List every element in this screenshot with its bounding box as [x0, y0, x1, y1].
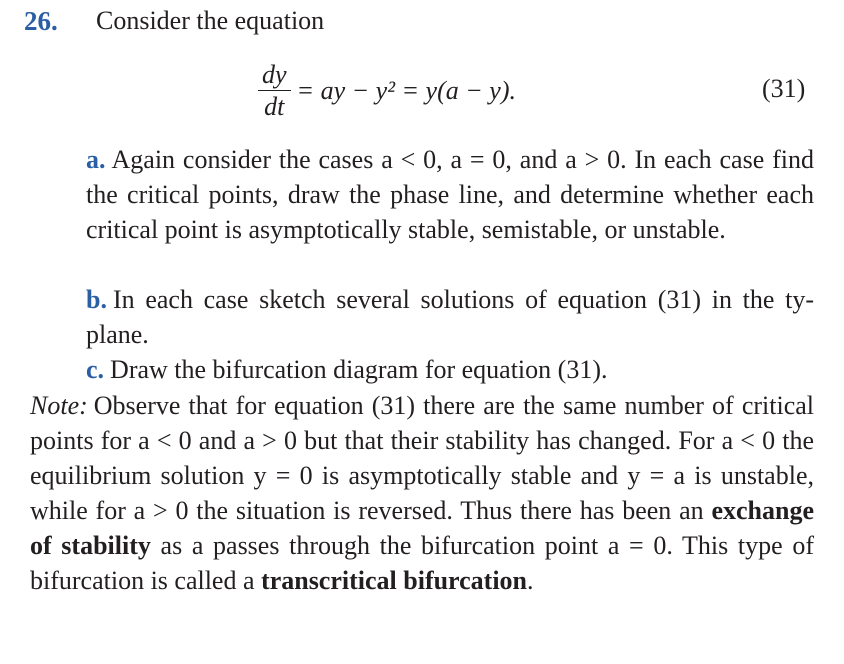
note-paragraph — [30, 388, 814, 598]
part-a-text: Again consider the cases a < 0, a = 0, and a > 0. In each case find the critical points, draw the phase line, and determine whether each critical point is asymptotically stable, semistable, or unstable. — [86, 145, 814, 244]
part-b-label: b. — [86, 285, 107, 314]
part-c — [86, 352, 814, 387]
note-text-1: Observe that for equation (31) there are the same number of critical points for a < 0 and a > 0 but that their stability has changed. For a < 0 the equilibrium solution y = 0 is asymptotically stable and y = a is unstable, while for a > 0 the situation is reversed. Thus there has been an — [30, 391, 814, 525]
note-bold-exchange: exchange of stability — [30, 496, 814, 560]
equation-label: (31) — [762, 74, 806, 103]
part-a-label: a. — [86, 145, 106, 174]
part-c-text: Draw the bifurcation diagram for equation (31). — [110, 355, 608, 384]
fraction-denominator: dt — [264, 91, 285, 121]
equation-rhs: = ay − y² = y(a − y). — [296, 76, 516, 105]
note-end: . — [527, 566, 534, 595]
problem-intro: Consider the equation — [96, 6, 325, 35]
part-a — [86, 142, 814, 247]
note-bold-transcritical: transcritical bifurcation — [261, 566, 528, 595]
problem-number: 26. — [24, 6, 58, 36]
fraction-numerator: dy — [258, 60, 291, 91]
part-b — [86, 282, 814, 352]
note-label: Note: — [30, 391, 88, 420]
equation-31 — [258, 56, 516, 126]
part-b-text: In each case sketch several solutions of equation (31) in the ty-plane. — [86, 285, 814, 349]
note-text-2: as a passes through the bifurcation point a = 0. This type of bifurcation is called a — [30, 531, 814, 595]
part-c-label: c. — [86, 355, 105, 384]
derivative-fraction — [258, 60, 291, 123]
